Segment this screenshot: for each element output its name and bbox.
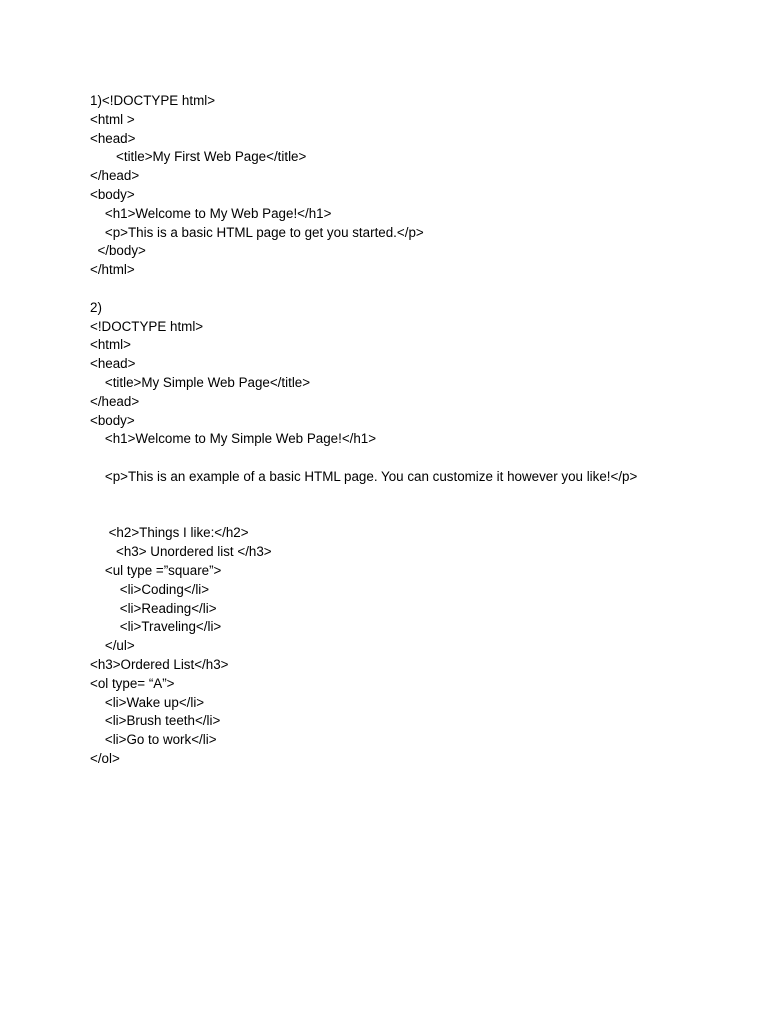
text-line: <li>Go to work</li>	[90, 732, 217, 748]
text-line: <ul type =”square”>	[90, 562, 222, 578]
text-line: <html >	[90, 111, 135, 127]
text-line: </html>	[90, 262, 135, 278]
document-text	[90, 92, 740, 769]
text-line: </body>	[90, 243, 146, 259]
text-line: <h1>Welcome to My Simple Web Page!</h1>	[90, 431, 377, 447]
text-line: <p>This is an example of a basic HTML page. You can customize it however you like!</p>	[90, 468, 638, 484]
text-line: </ul>	[90, 638, 135, 654]
text-line: <p>This is a basic HTML page to get you started.</p>	[90, 224, 424, 240]
text-line: <ol type= “A”>	[90, 675, 175, 691]
text-line: <title>My First Web Page</title>	[90, 149, 307, 165]
blank-line	[90, 506, 740, 525]
text-line: <li>Wake up</li>	[90, 694, 205, 710]
text-line: <li>Brush teeth</li>	[90, 713, 221, 729]
text-line: </head>	[90, 168, 140, 184]
text-line: <body>	[90, 186, 135, 202]
blank-line	[90, 449, 740, 468]
text-line: <li>Reading</li>	[90, 600, 217, 616]
blank-line	[90, 487, 740, 506]
text-line: <!DOCTYPE html>	[90, 318, 204, 334]
text-line: <head>	[90, 356, 136, 372]
text-line: <html>	[90, 337, 131, 353]
text-line: <head>	[90, 130, 136, 146]
text-line: <li>Coding</li>	[90, 581, 210, 597]
text-line: </ol>	[90, 750, 120, 766]
text-line: 2)	[90, 299, 102, 315]
text-line: <h3>Ordered List</h3>	[90, 656, 229, 672]
text-line: <h3> Unordered list </h3>	[90, 544, 272, 560]
text-line: <h1>Welcome to My Web Page!</h1>	[90, 205, 332, 221]
text-line: <body>	[90, 412, 135, 428]
text-line: </head>	[90, 393, 140, 409]
blank-line	[90, 280, 740, 299]
text-line: <title>My Simple Web Page</title>	[90, 374, 311, 390]
text-line: 1)<!DOCTYPE html>	[90, 93, 216, 108]
text-line: <h2>Things I like:</h2>	[90, 525, 249, 541]
text-line: <li>Traveling</li>	[90, 619, 222, 635]
